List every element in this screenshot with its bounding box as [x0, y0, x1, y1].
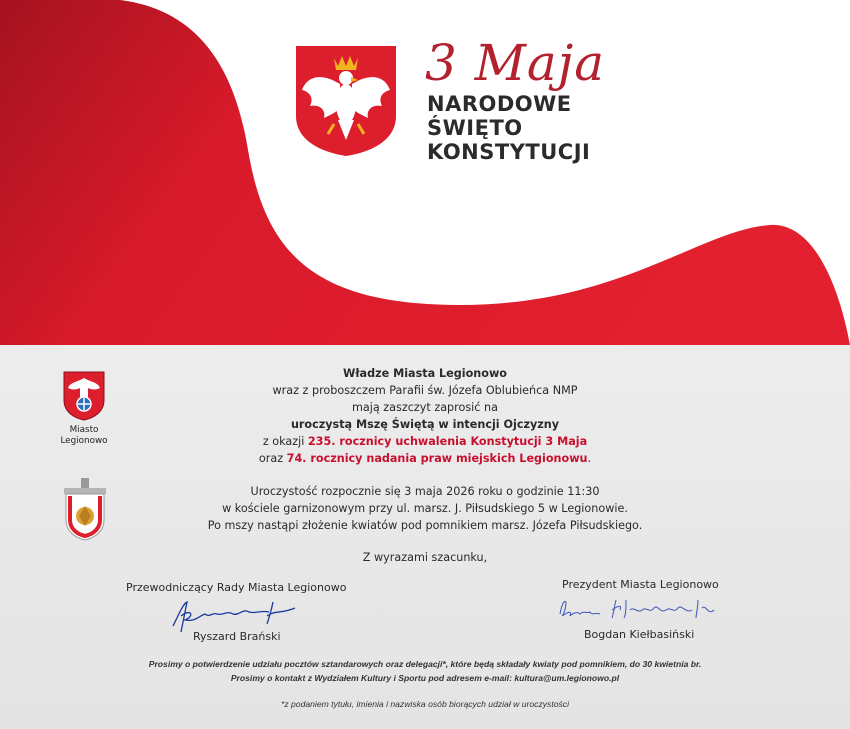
right-signatory-title: Prezydent Miasta Legionowo: [562, 578, 719, 591]
city-logo-label-2: Legionowo: [60, 436, 108, 446]
right-signature-icon: [556, 594, 726, 622]
details-line-3: Po mszy nastąpi złożenie kwiatów pod pomnikiem marsz. Józefa Piłsudskiego.: [207, 519, 643, 532]
holiday-line-3: KONSTYTUCJI: [427, 140, 591, 164]
occasion-city-rights: 74. rocznicy nadania praw miejskich Legionowu: [286, 452, 588, 465]
left-signatory-name: Ryszard Brański: [193, 630, 281, 643]
parish-line: wraz z proboszczem Parafii św. Józefa Oblubieńca NMP: [272, 384, 578, 397]
occasion-line-2: [170, 453, 680, 464]
occasion-2-prefix: oraz: [258, 452, 284, 465]
footer-line-2: Prosimy o kontakt z Wydziałem Kultury i Sportu pod adresem e-mail: kultura@um.legionowo.pl: [230, 673, 620, 683]
holiday-line-2: ŚWIĘTO: [427, 116, 523, 140]
authorities-line: Władze Miasta Legionowo: [343, 367, 507, 380]
left-signatory-title: Przewodniczący Rady Miasta Legionowo: [126, 581, 347, 594]
legionowo-coat-of-arms-icon: [62, 370, 106, 422]
details-line-2: w kościele garnizonowym przy ul. marsz. J. Piłsudskiego 5 w Legionowie.: [222, 502, 628, 515]
polish-eagle-emblem-icon: [294, 44, 398, 158]
footer-line-1: Prosimy o potwierdzenie udziału pocztów sztandarowych oraz delegacji*, które będą składały kwiaty pod pomnikiem, do 30 kwietnia br.: [148, 659, 702, 669]
right-signatory-name: Bogdan Kiełbasiński: [584, 628, 695, 641]
regards-line: Z wyrazami szacunku,: [362, 551, 488, 564]
occasion-2-suffix: .: [587, 452, 592, 465]
secondary-emblem-icon: [60, 476, 110, 542]
city-logo-label-1: Miasto: [69, 425, 99, 435]
occasion-constitution: 235. rocznicy uchwalenia Konstytucji 3 Maja: [307, 435, 588, 448]
mass-line: uroczystą Mszę Świętą w intencji Ojczyzny: [290, 418, 560, 431]
occasion-prefix: z okazji: [262, 435, 305, 448]
holiday-line-1: NARODOWE: [427, 92, 572, 116]
script-title: 3 Maja: [425, 34, 606, 92]
footer-note: *z podaniem tytułu, imienia i nazwiska osób biorących udział w uroczystości: [280, 699, 570, 709]
occasion-line-1: [170, 436, 680, 447]
honor-line: mają zaszczyt zaprosić na: [352, 401, 498, 414]
details-line-1: Uroczystość rozpocznie się 3 maja 2026 roku o godzinie 11:30: [250, 485, 600, 498]
